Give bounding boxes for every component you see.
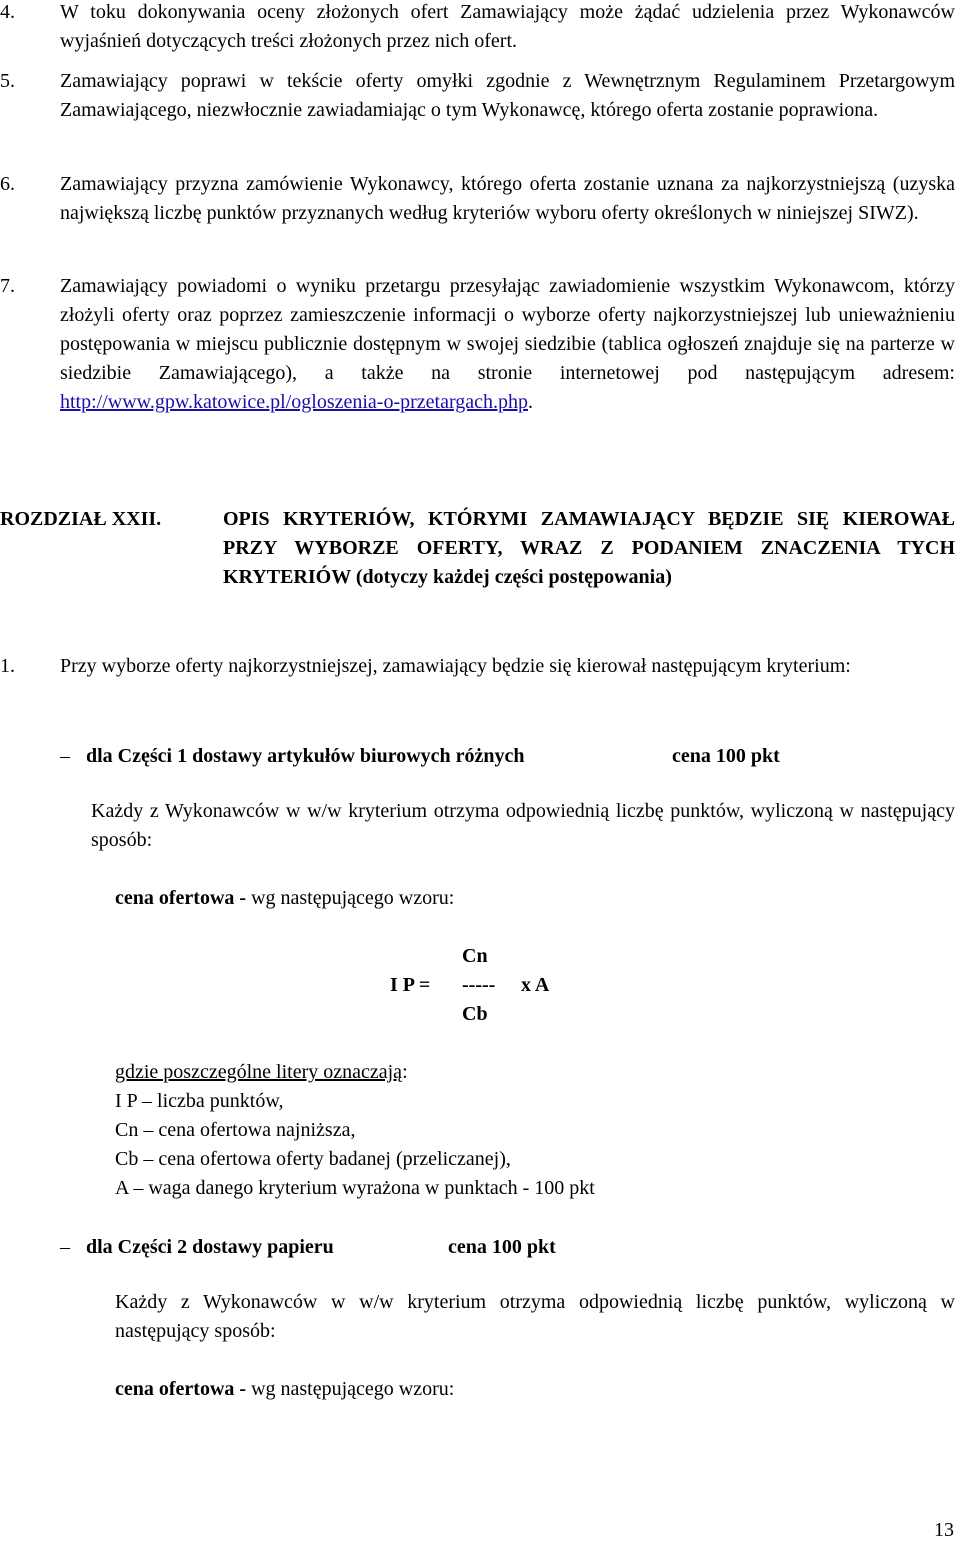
part2-description: Każdy z Wykonawców w w/w kryterium otrzyma odpowiednią liczbę punktów, wyliczoną w następujący sposób:	[115, 1291, 955, 1342]
item-number: 4.	[0, 1, 15, 23]
legend-row: Cb – cena ofertowa oferty badanej (przeliczanej),	[115, 1148, 511, 1170]
item-number: 1.	[0, 655, 15, 677]
part2-criterion-line	[60, 1233, 760, 1262]
chapter-heading	[0, 505, 955, 592]
list-item	[0, 272, 955, 417]
legend-row: Cn – cena ofertowa najniższa,	[115, 1119, 356, 1141]
item-text: W toku dokonywania oceny złożonych ofert Zamawiający może żądać udzielenia przez Wykonawców wyjaśnień dotyczących treści złożonych przez nich ofert.	[60, 1, 955, 52]
formula-legend	[115, 1058, 815, 1203]
formula-denominator: Cb	[462, 1003, 488, 1025]
part2-formula-label	[115, 1375, 454, 1404]
item-number: 7.	[0, 275, 15, 297]
item-text: Zamawiający przyzna zamówienie Wykonawcy, którego oferta zostanie uznana za najkorzystniejszą (uzyska największą liczbę punktów przyznanych według kryteriów wyboru oferty określonych w niniejszej SIWZ).	[60, 173, 955, 224]
formula-label-bold: cena ofertowa -	[115, 1378, 247, 1400]
part1-criterion-line	[60, 742, 960, 771]
formula-rhs: x A	[521, 974, 550, 996]
formula-bar: -----	[462, 974, 496, 996]
legend-heading	[115, 1058, 815, 1087]
item-text-body: Zamawiający powiadomi o wyniku przetargu przesyłając zawiadomienie wszystkim Wykonawcom, którzy złożyli oferty oraz poprzez zamieszczenie informacji o wyborze oferty najkorzystniejszej lub unieważnieniu postępowania w miejscu publicznie dostępnym w swojej siedzibie (tablica ogłoszeń znajduje się na parterze w siedzibie Zamawiającego), a także na stronie internetowej pod następującym adresem:	[60, 275, 955, 384]
part2-price: cena 100 pkt	[448, 1236, 556, 1258]
chapter-title: OPIS KRYTERIÓW, KTÓRYMI ZAMAWIAJĄCY BĘDZIE SIĘ KIEROWAŁ PRZY WYBORZE OFERTY, WRAZ Z PODANIEM ZNACZENIA TYCH KRYTERIÓW (dotyczy każdej części postępowania)	[223, 508, 955, 588]
legend-row: A – waga danego kryterium wyrażona w punktach - 100 pkt	[115, 1177, 595, 1199]
item-text-end: .	[528, 391, 534, 413]
formula-label-rest: wg następującego wzoru:	[246, 887, 455, 909]
formula-label-bold: cena ofertowa -	[115, 887, 247, 909]
item-text: Zamawiający poprawi w tekście oferty omyłki zgodnie z Wewnętrznym Regulaminem Przetargowym Zamawiającego, niezwłocznie zawiadamiając o tym Wykonawcę, którego oferta zostanie poprawiona.	[60, 70, 955, 121]
formula-numerator: Cn	[462, 945, 488, 967]
list-item	[0, 67, 955, 125]
item-number: 6.	[0, 173, 15, 195]
notice-board-link[interactable]: http://www.gpw.katowice.pl/ogloszenia-o-przetargach.php	[60, 391, 529, 413]
part1-description: Każdy z Wykonawców w w/w kryterium otrzyma odpowiednią liczbę punktów, wyliczoną w następujący sposób:	[91, 800, 955, 851]
part2-label: dla Części 2 dostawy papieru	[86, 1236, 334, 1258]
part1-formula-label	[115, 884, 454, 913]
page-number: 13	[934, 1519, 954, 1541]
legend-heading-text: gdzie poszczególne litery oznaczają	[115, 1061, 403, 1083]
list-item	[0, 170, 955, 228]
dash-marker: –	[60, 1236, 70, 1258]
legend-heading-colon: :	[402, 1061, 408, 1083]
formula-label-rest: wg następującego wzoru:	[246, 1378, 455, 1400]
list-item	[0, 0, 955, 56]
item-number: 5.	[0, 70, 15, 92]
item-text: Przy wyborze oferty najkorzystniejszej, zamawiający będzie się kierował następującym kryterium:	[60, 655, 851, 677]
chapter-label: ROZDZIAŁ XXII.	[0, 508, 162, 530]
part1-price: cena 100 pkt	[672, 745, 780, 767]
criterion-item	[0, 652, 955, 681]
legend-row: I P – liczba punktów,	[115, 1090, 284, 1112]
dash-marker: –	[60, 745, 70, 767]
item-text	[60, 272, 955, 417]
part1-label: dla Części 1 dostawy artykułów biurowych różnych	[86, 745, 525, 767]
formula-lhs: I P =	[390, 974, 431, 996]
